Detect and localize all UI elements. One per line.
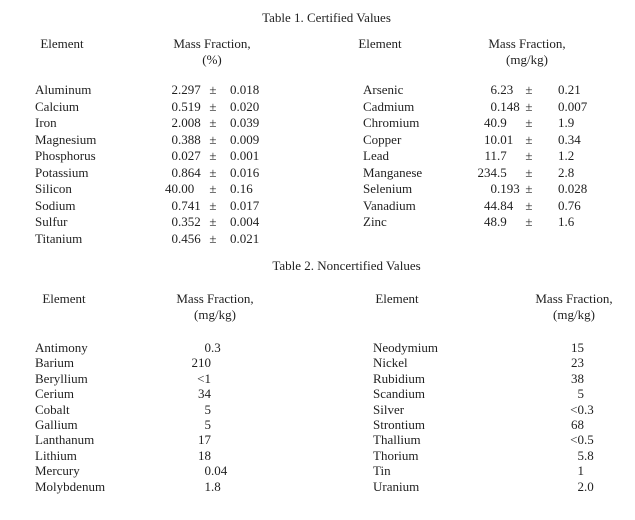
value-integer-part: 0 [171, 230, 178, 246]
table-row [35, 181, 259, 198]
element-value [461, 181, 521, 198]
table-row [373, 340, 614, 355]
element-name: Nickel [373, 355, 408, 371]
element-name: Antimony [35, 340, 88, 355]
plus-minus-symbol: ± [525, 148, 533, 164]
element-name: Thorium [373, 447, 419, 463]
value-integer-part: 17 [198, 432, 211, 448]
element-name: Gallium [35, 416, 78, 432]
element-name: Aluminum [35, 82, 92, 97]
element-value [148, 432, 241, 447]
element-name: Lanthanum [35, 432, 95, 448]
uncertainty-value: 0.21 [558, 82, 581, 97]
element-value [148, 463, 241, 478]
uncertainty-value: 0.017 [230, 197, 260, 213]
uncertainty-value: 0.007 [558, 98, 588, 114]
plus-minus-symbol: ± [209, 214, 217, 230]
uncertainty-value: 0.021 [230, 230, 260, 246]
table-row [35, 479, 241, 494]
element-name: Silicon [35, 181, 72, 197]
uncertainty-value: 1.2 [558, 148, 575, 164]
uncertainty-value: 0.34 [558, 131, 581, 147]
value-fraction-part: .456 [178, 230, 201, 246]
element-value [483, 386, 614, 401]
unit-label: (mg/kg) [506, 51, 548, 67]
table1-left-element-header: Element [40, 36, 84, 51]
value-fraction-part [584, 340, 614, 355]
element-name: Cerium [35, 386, 74, 402]
uncertainty-value: 0.039 [230, 115, 260, 131]
value-integer-part: 44 [484, 197, 497, 213]
value-fraction-part [211, 417, 241, 432]
value-integer-part: 11 [484, 148, 497, 164]
element-name: Scandium [373, 386, 425, 402]
table-row [373, 479, 614, 494]
table1-right-element-header: Element [358, 36, 402, 51]
value-fraction-part: .5 [584, 432, 594, 448]
plus-minus-symbol: ± [209, 82, 217, 97]
value-integer-part: 2 [171, 115, 178, 131]
value-integer-part: 1 [577, 463, 584, 479]
element-name: Lead [363, 148, 389, 164]
element-name: Copper [363, 131, 402, 147]
table-row [35, 214, 259, 231]
element-value [483, 448, 614, 463]
value-integer-part: 0 [171, 148, 178, 164]
value-fraction-part [211, 448, 241, 463]
plus-minus-symbol: ± [525, 82, 533, 97]
value-fraction-part: .519 [178, 98, 201, 114]
value-fraction-part [584, 371, 614, 386]
element-value [483, 355, 614, 370]
element-name: Selenium [363, 181, 413, 197]
table-row [35, 355, 241, 370]
value-integer-part: 34 [198, 386, 211, 402]
table-row [363, 165, 587, 182]
table-row [35, 165, 259, 182]
element-value [140, 148, 202, 165]
element-name: Cadmium [363, 98, 415, 114]
value-fraction-part: .9 [497, 214, 507, 230]
value-fraction-part: .297 [178, 82, 201, 97]
plus-minus-symbol: ± [525, 181, 533, 197]
plus-minus-symbol: ± [209, 115, 217, 131]
uncertainty-value: 0.004 [230, 214, 260, 230]
value-integer-part: 0 [490, 181, 497, 197]
plus-minus-symbol: ± [525, 98, 533, 114]
value-integer-part: 6 [490, 82, 497, 97]
value-fraction-part: .5 [497, 164, 507, 180]
value-fraction-part [584, 386, 614, 401]
table-row [363, 181, 587, 198]
table-row [35, 371, 241, 386]
uncertainty-value: 0.76 [558, 197, 581, 213]
element-value [148, 371, 241, 386]
value-integer-part: 5 [577, 386, 584, 402]
element-value [148, 479, 241, 494]
element-name: Strontium [373, 416, 426, 432]
table2-left-rows [35, 340, 241, 494]
table-row [363, 214, 587, 231]
element-value [148, 417, 241, 432]
value-fraction-part: .00 [178, 181, 195, 197]
table-row [35, 417, 241, 432]
table-row [35, 198, 259, 215]
value-integer-part: 5 [577, 447, 584, 463]
element-value [483, 417, 614, 432]
element-value [483, 463, 614, 478]
value-integer-part: <0 [570, 432, 584, 448]
value-fraction-part: .8 [584, 447, 594, 463]
element-name: Chromium [363, 115, 420, 131]
value-fraction-part: .04 [211, 463, 228, 479]
table-row [35, 386, 241, 401]
table-row [363, 99, 587, 116]
element-name: Tin [373, 463, 391, 479]
table-row [35, 432, 241, 447]
value-fraction-part: .23 [497, 82, 514, 97]
value-integer-part: 48 [484, 214, 497, 230]
value-integer-part: <1 [197, 370, 211, 386]
plus-minus-symbol: ± [525, 197, 533, 213]
value-integer-part: 0 [171, 197, 178, 213]
element-name: Sodium [35, 197, 76, 213]
value-integer-part: <0 [570, 401, 584, 417]
table1-right-rows [363, 82, 587, 231]
table2-right-element-header: Element [375, 291, 419, 306]
element-name: Zinc [363, 214, 387, 230]
value-integer-part: 5 [204, 401, 211, 417]
mass-fraction-label: Mass Fraction, [176, 291, 254, 306]
element-value [140, 181, 202, 198]
table-row [35, 132, 259, 149]
unit-label: (mg/kg) [553, 307, 595, 322]
table-row [35, 82, 259, 99]
value-fraction-part [211, 386, 241, 401]
value-integer-part: 0 [490, 98, 497, 114]
uncertainty-value: 0.020 [230, 98, 260, 114]
value-fraction-part: .741 [178, 197, 201, 213]
element-value [461, 82, 521, 99]
element-value [483, 432, 614, 447]
uncertainty-value: 0.009 [230, 131, 260, 147]
value-integer-part: 2 [577, 478, 584, 494]
table2-title: Table 2. Noncertified Values [272, 258, 421, 273]
value-integer-part: 2 [171, 82, 178, 97]
element-value [140, 231, 202, 248]
table-row [373, 463, 614, 478]
mass-fraction-label: Mass Fraction, [535, 291, 613, 306]
element-name: Lithium [35, 447, 77, 463]
element-name: Neodymium [373, 340, 438, 355]
element-name: Thallium [373, 432, 421, 448]
element-value [461, 115, 521, 132]
uncertainty-value: 1.6 [558, 214, 575, 230]
element-name: Molybdenum [35, 478, 106, 494]
table1-title: Table 1. Certified Values [262, 10, 391, 25]
value-fraction-part: .0 [584, 478, 594, 494]
table-row [373, 355, 614, 370]
element-name: Titanium [35, 230, 83, 246]
value-fraction-part [211, 371, 241, 386]
table-row [35, 115, 259, 132]
value-fraction-part [211, 355, 241, 370]
plus-minus-symbol: ± [525, 164, 533, 180]
table-row [35, 402, 241, 417]
element-value [148, 402, 241, 417]
value-fraction-part [211, 402, 241, 417]
table2-right-mass-fraction-header [509, 291, 635, 323]
uncertainty-value: 1.9 [558, 115, 575, 131]
value-fraction-part [211, 432, 241, 447]
element-value [461, 99, 521, 116]
element-value [483, 371, 614, 386]
element-name: Mercury [35, 463, 80, 479]
table2-left-element-header: Element [42, 291, 86, 306]
value-integer-part: 210 [191, 355, 211, 371]
table2-right-rows [373, 340, 614, 494]
value-fraction-part: .01 [497, 131, 514, 147]
element-value [140, 214, 202, 231]
table-row [363, 132, 587, 149]
plus-minus-symbol: ± [525, 115, 533, 131]
value-fraction-part: .864 [178, 164, 201, 180]
plus-minus-symbol: ± [209, 164, 217, 180]
value-integer-part: 0 [204, 463, 211, 479]
value-fraction-part: .3 [584, 401, 594, 417]
value-integer-part: 0 [171, 131, 178, 147]
table-row [363, 82, 587, 99]
table-row [373, 432, 614, 447]
value-integer-part: 38 [571, 370, 584, 386]
value-fraction-part: .008 [178, 115, 201, 131]
uncertainty-value: 0.16 [230, 181, 253, 197]
table-row [363, 148, 587, 165]
element-value [140, 115, 202, 132]
table-row [35, 448, 241, 463]
table-row [373, 371, 614, 386]
element-name: Iron [35, 115, 57, 131]
element-name: Silver [373, 401, 405, 417]
unit-label: (mg/kg) [194, 307, 236, 322]
plus-minus-symbol: ± [209, 148, 217, 164]
value-integer-part: 5 [204, 416, 211, 432]
plus-minus-symbol: ± [209, 131, 217, 147]
value-fraction-part: .148 [497, 98, 520, 114]
element-value [140, 165, 202, 182]
table-row [363, 198, 587, 215]
element-value [461, 165, 521, 182]
table-row [373, 402, 614, 417]
mass-fraction-label: Mass Fraction, [488, 36, 566, 51]
value-fraction-part: .3 [211, 340, 221, 355]
uncertainty-value: 0.001 [230, 148, 260, 164]
uncertainty-value: 0.016 [230, 164, 260, 180]
table-row [35, 463, 241, 478]
plus-minus-symbol: ± [525, 214, 533, 230]
value-integer-part: 0 [171, 164, 178, 180]
element-value [140, 99, 202, 116]
element-name: Barium [35, 355, 74, 371]
table-row [363, 115, 587, 132]
table1-left-mass-fraction-header [147, 36, 277, 67]
plus-minus-symbol: ± [209, 230, 217, 246]
element-name: Sulfur [35, 214, 68, 230]
element-name: Calcium [35, 98, 80, 114]
element-name: Potassium [35, 164, 89, 180]
table-row [373, 386, 614, 401]
value-fraction-part: .84 [497, 197, 514, 213]
value-fraction-part [584, 417, 614, 432]
element-value [483, 479, 614, 494]
value-fraction-part: .027 [178, 148, 201, 164]
table-row [373, 448, 614, 463]
element-name: Arsenic [363, 82, 404, 97]
element-value [140, 198, 202, 215]
value-integer-part: 18 [198, 447, 211, 463]
value-integer-part: 68 [571, 416, 584, 432]
table-row [35, 148, 259, 165]
element-value [148, 386, 241, 401]
value-fraction-part [584, 463, 614, 478]
table1-right-mass-fraction-header [462, 36, 592, 67]
value-integer-part: 40 [484, 115, 497, 131]
table-row [35, 99, 259, 116]
plus-minus-symbol: ± [209, 98, 217, 114]
value-integer-part: 1 [204, 478, 211, 494]
value-integer-part: 0 [171, 214, 178, 230]
value-fraction-part: .352 [178, 214, 201, 230]
value-integer-part: 0 [204, 340, 211, 355]
element-name: Magnesium [35, 131, 97, 147]
uncertainty-value: 2.8 [558, 164, 575, 180]
table1-left-rows [35, 82, 259, 247]
table-row [373, 417, 614, 432]
uncertainty-value: 0.018 [230, 82, 260, 97]
element-value [483, 402, 614, 417]
element-value [140, 132, 202, 149]
element-name: Vanadium [363, 197, 416, 213]
element-value [483, 340, 614, 355]
plus-minus-symbol: ± [209, 197, 217, 213]
value-integer-part: 234 [477, 164, 497, 180]
value-fraction-part: .7 [497, 148, 507, 164]
element-value [148, 448, 241, 463]
value-integer-part: 10 [484, 131, 497, 147]
element-name: Phosphorus [35, 148, 96, 164]
value-integer-part: 23 [571, 355, 584, 371]
value-fraction-part: .388 [178, 131, 201, 147]
element-value [148, 340, 241, 355]
value-fraction-part [584, 355, 614, 370]
value-integer-part: 0 [171, 98, 178, 114]
table-row [35, 231, 259, 248]
element-name: Cobalt [35, 401, 70, 417]
element-value [461, 214, 521, 231]
element-value [140, 82, 202, 99]
element-name: Beryllium [35, 370, 88, 386]
plus-minus-symbol: ± [525, 131, 533, 147]
element-value [148, 355, 241, 370]
value-fraction-part: .193 [497, 181, 520, 197]
value-integer-part: 40 [165, 181, 178, 197]
element-name: Rubidium [373, 370, 426, 386]
uncertainty-value: 0.028 [558, 181, 588, 197]
element-name: Manganese [363, 164, 423, 180]
value-fraction-part: .8 [211, 478, 221, 494]
value-integer-part: 15 [571, 340, 584, 355]
unit-label: (%) [202, 51, 222, 67]
element-value [461, 198, 521, 215]
value-fraction-part: .9 [497, 115, 507, 131]
plus-minus-symbol: ± [209, 181, 217, 197]
element-value [461, 148, 521, 165]
mass-fraction-label: Mass Fraction, [173, 36, 251, 51]
table2-left-mass-fraction-header [150, 291, 280, 323]
element-value [461, 132, 521, 149]
table-row [35, 340, 241, 355]
element-name: Uranium [373, 478, 420, 494]
